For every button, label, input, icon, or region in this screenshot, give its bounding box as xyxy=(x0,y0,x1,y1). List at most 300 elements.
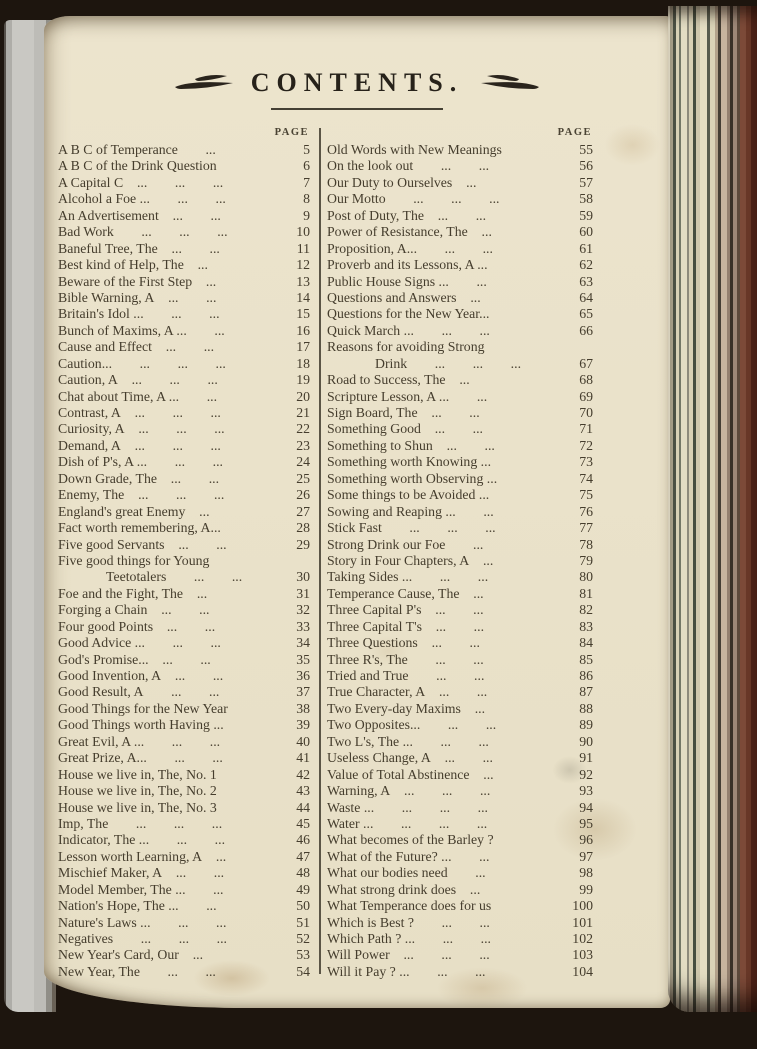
toc-entry-title: Imp, The ... ... ... xyxy=(58,815,223,831)
toc-entry xyxy=(327,520,593,536)
toc-entry xyxy=(58,882,310,898)
toc-entry xyxy=(58,224,310,240)
toc-entry-title: New Year, The ... ... xyxy=(58,963,216,979)
toc-entry-title: Which is Best ? ... ... xyxy=(327,914,490,930)
toc-entry-page-number: 25 xyxy=(296,470,310,486)
toc-entry xyxy=(58,569,310,585)
toc-entry-title: Alcohol a Foe ... ... ... xyxy=(58,191,226,207)
toc-entry xyxy=(327,191,593,207)
toc-entry-title: House we live in, The, No. 2 xyxy=(58,783,217,799)
toc-entry-page-number: 22 xyxy=(296,421,310,437)
toc-entry xyxy=(327,487,593,503)
toc-entry-page-number: 100 xyxy=(572,898,593,914)
page-column-label-right: PAGE xyxy=(557,127,592,138)
toc-entry xyxy=(58,471,310,487)
toc-entry-page-number: 39 xyxy=(296,717,310,733)
toc-entry xyxy=(58,865,310,881)
toc-entry xyxy=(327,175,593,191)
toc-entry xyxy=(327,865,593,881)
toc-entry xyxy=(58,274,310,290)
toc-entry-title: Three Capital P's ... ... xyxy=(327,602,484,618)
toc-entry-page-number: 82 xyxy=(579,602,593,618)
toc-entry xyxy=(327,619,593,635)
toc-entry xyxy=(327,438,593,454)
toc-entry-page-number: 14 xyxy=(296,289,310,305)
toc-entry xyxy=(327,800,593,816)
toc-entry-page-number: 90 xyxy=(579,733,593,749)
toc-entry-page-number: 8 xyxy=(303,191,310,207)
toc-rows-left xyxy=(58,142,310,980)
toc-entry-title: Down Grade, The ... ... xyxy=(58,470,220,486)
toc-entry xyxy=(327,635,593,651)
toc-entry xyxy=(58,619,310,635)
toc-entry xyxy=(58,142,310,158)
toc-entry xyxy=(58,537,310,553)
toc-entry xyxy=(58,849,310,865)
toc-entry-title: Questions and Answers ... xyxy=(327,289,481,305)
toc-rows-right xyxy=(327,142,593,980)
toc-entry xyxy=(58,339,310,355)
toc-entry-page-number: 84 xyxy=(579,635,593,651)
toc-entry-title: Three Capital T's ... ... xyxy=(327,618,485,634)
toc-entry-page-number: 37 xyxy=(296,684,310,700)
toc-entry xyxy=(327,405,593,421)
toc-entry-title: Bible Warning, A ... ... xyxy=(58,289,217,305)
toc-entry-title: Good Things worth Having ... xyxy=(58,717,224,733)
toc-entry-title: Caution... ... ... ... xyxy=(58,355,226,371)
toc-entry xyxy=(327,537,593,553)
toc-entry-title: Forging a Chain ... ... xyxy=(58,602,210,618)
toc-entry-page-number: 21 xyxy=(296,405,310,420)
toc-entry xyxy=(58,734,310,750)
toc-entry-title: Good Result, A ... ... xyxy=(58,684,220,700)
toc-entry xyxy=(58,767,310,783)
toc-entry-title: Proposition, A... ... ... xyxy=(327,240,493,256)
toc-entry xyxy=(327,339,593,355)
toc-entry-title: Model Member, The ... ... xyxy=(58,881,224,897)
toc-entry-title: Taking Sides ... ... ... xyxy=(327,569,489,585)
toc-entry-page-number: 15 xyxy=(296,306,310,322)
toc-entry xyxy=(58,602,310,618)
toc-entry xyxy=(58,175,310,191)
toc-entry-title: Good Advice ... ... ... xyxy=(58,635,221,651)
toc-entry xyxy=(58,241,310,257)
toc-entry-page-number: 71 xyxy=(579,421,593,437)
toc-entry-page-number: 33 xyxy=(296,618,310,634)
toc-entry-title: Reasons for avoiding Strong xyxy=(327,339,485,355)
toc-entry xyxy=(58,323,310,339)
toc-entry xyxy=(327,898,593,914)
toc-entry-title: Power of Resistance, The ... xyxy=(327,224,492,240)
toc-entry-title: Something to Shun ... ... xyxy=(327,437,495,453)
right-flourish-icon xyxy=(479,71,541,95)
toc-entry-title: Something worth Knowing ... xyxy=(327,454,492,470)
toc-entry xyxy=(327,504,593,520)
toc-entry-page-number: 47 xyxy=(296,848,310,864)
toc-entry-title: A B C of Temperance ... xyxy=(58,142,216,157)
toc-entry-page-number: 79 xyxy=(579,552,593,568)
page-column-label-left: PAGE xyxy=(274,127,309,138)
toc-entry-title: A Capital C ... ... ... xyxy=(58,174,224,190)
toc-entry xyxy=(58,701,310,717)
toc-entry xyxy=(327,701,593,717)
toc-entry-title: Useless Change, A ... ... xyxy=(327,750,493,766)
toc-entry-title: Stick Fast ... ... ... xyxy=(327,520,496,536)
toc-entry xyxy=(327,372,593,388)
page-title: CONTENTS. xyxy=(250,68,464,97)
toc-entry xyxy=(58,487,310,503)
toc-entry-page-number: 56 xyxy=(579,158,593,174)
toc-entry xyxy=(58,520,310,536)
toc-entry xyxy=(58,586,310,602)
toc-entry-page-number: 80 xyxy=(579,569,593,585)
toc-entry xyxy=(58,553,310,569)
toc-entry-title: Public House Signs ... ... xyxy=(327,273,487,289)
toc-entry-page-number: 60 xyxy=(579,224,593,240)
toc-entry xyxy=(58,668,310,684)
toc-entry-title: Some things to be Avoided ... xyxy=(327,487,490,503)
toc-entry xyxy=(58,257,310,273)
toc-entry xyxy=(327,717,593,733)
toc-entry-page-number: 69 xyxy=(579,388,593,404)
toc-entry-title: Bunch of Maxims, A ... ... xyxy=(58,322,225,338)
toc-entry xyxy=(327,389,593,405)
toc-entry-title: Sign Board, The ... ... xyxy=(327,405,480,420)
toc-entry-title: What of the Future? ... ... xyxy=(327,848,490,864)
toc-entry xyxy=(327,668,593,684)
toc-entry xyxy=(327,947,593,963)
toc-entry-page-number: 7 xyxy=(303,174,310,190)
toc-entry-page-number: 57 xyxy=(579,174,593,190)
book-fore-edge-icon xyxy=(668,6,757,1012)
toc-entry-page-number: 38 xyxy=(296,700,310,716)
toc-entry-title: Bad Work ... ... ... xyxy=(58,224,228,240)
toc-entry-page-number: 26 xyxy=(296,487,310,503)
toc-entry-page-number: 83 xyxy=(579,618,593,634)
toc-entry xyxy=(327,356,593,372)
toc-entry xyxy=(327,421,593,437)
toc-entry-page-number: 98 xyxy=(579,865,593,881)
toc-entry-title: Drink ... ... ... xyxy=(375,355,522,371)
toc-entry-title: Lesson worth Learning, A ... xyxy=(58,848,227,864)
toc-entry xyxy=(327,783,593,799)
toc-entry-title: Will it Pay ? ... ... ... xyxy=(327,963,486,979)
toc-entry-title: Two Opposites... ... ... xyxy=(327,717,497,733)
toc-entry-title: Good Invention, A ... ... xyxy=(58,668,224,683)
toc-entry-page-number: 44 xyxy=(296,799,310,815)
toc-entry-page-number: 61 xyxy=(579,240,593,256)
toc-entry-title: Great Evil, A ... ... ... xyxy=(58,733,221,749)
toc-entry-page-number: 88 xyxy=(579,700,593,716)
toc-entry-page-number: 76 xyxy=(579,503,593,519)
toc-entry-page-number: 91 xyxy=(579,750,593,766)
toc-entry xyxy=(327,915,593,931)
toc-entry xyxy=(58,947,310,963)
toc-entry-title: Waste ... ... ... ... xyxy=(327,799,488,815)
toc-entry-title: Foe and the Fight, The ... xyxy=(58,585,208,601)
toc-entry xyxy=(327,767,593,783)
toc-entry-page-number: 13 xyxy=(296,273,310,289)
toc-entry-page-number: 41 xyxy=(296,750,310,766)
toc-entry-page-number: 78 xyxy=(579,536,593,552)
toc-entry xyxy=(58,717,310,733)
toc-entry-page-number: 99 xyxy=(579,881,593,897)
toc-column-right xyxy=(327,126,593,980)
toc-entry-title: Something worth Observing ... xyxy=(327,470,498,486)
toc-entry-title: An Advertisement ... ... xyxy=(58,207,221,223)
toc-entry-title: Curiosity, A ... ... ... xyxy=(58,421,225,437)
toc-entry xyxy=(58,931,310,947)
toc-entry xyxy=(58,652,310,668)
toc-entry-page-number: 32 xyxy=(296,602,310,618)
toc-entry-page-number: 65 xyxy=(579,306,593,322)
toc-entry-page-number: 46 xyxy=(296,832,310,848)
toc-entry-title: On the look out ... ... xyxy=(327,158,490,174)
toc-entry xyxy=(58,372,310,388)
toc-entry-title: Sowing and Reaping ... ... xyxy=(327,503,494,519)
toc-entry-title: Baneful Tree, The ... ... xyxy=(58,240,220,256)
toc-entry xyxy=(58,635,310,651)
toc-entry-page-number: 19 xyxy=(296,372,310,388)
toc-entry xyxy=(58,208,310,224)
toc-entry xyxy=(58,356,310,372)
toc-entry-title: What strong drink does ... xyxy=(327,881,481,897)
toc-entry-title: Two L's, The ... ... ... xyxy=(327,733,489,749)
toc-entry-title: Temperance Cause, The ... xyxy=(327,585,484,601)
toc-entry-title: Three R's, The ... ... xyxy=(327,651,484,667)
toc-entry-page-number: 42 xyxy=(296,766,310,782)
toc-entry xyxy=(327,290,593,306)
toc-entry-page-number: 96 xyxy=(579,832,593,848)
toc-entry-title: Great Prize, A... ... ... xyxy=(58,750,223,766)
toc-entry-page-number: 18 xyxy=(296,355,310,371)
toc-entry-page-number: 64 xyxy=(579,289,593,305)
toc-entry xyxy=(327,241,593,257)
toc-entry-title: Something Good ... ... xyxy=(327,421,483,437)
toc-entry-page-number: 55 xyxy=(579,142,593,157)
toc-entry-title: What becomes of the Barley ? xyxy=(327,832,494,848)
toc-entry-title: Cause and Effect ... ... xyxy=(58,339,215,355)
toc-entry xyxy=(327,454,593,470)
toc-entry-title: Old Words with New Meanings xyxy=(327,142,502,157)
toc-entry-title: Five good Servants ... ... xyxy=(58,536,227,552)
toc-entry-title: Five good things for Young xyxy=(58,552,210,568)
toc-entry-page-number: 77 xyxy=(579,520,593,536)
toc-entry-title: House we live in, The, No. 1 xyxy=(58,766,217,782)
toc-entry-title: Good Things for the New Year xyxy=(58,700,228,716)
toc-entry-title: Our Motto ... ... ... xyxy=(327,191,500,207)
toc-entry-page-number: 89 xyxy=(579,717,593,733)
toc-entry-page-number: 12 xyxy=(296,257,310,273)
toc-entry-page-number: 67 xyxy=(579,355,593,371)
toc-entry-page-number: 87 xyxy=(579,684,593,700)
toc-entry-page-number: 102 xyxy=(572,931,593,946)
toc-entry xyxy=(327,750,593,766)
toc-entry xyxy=(327,734,593,750)
toc-entry-title: Quick March ... ... ... xyxy=(327,322,490,338)
toc-entry xyxy=(58,964,310,980)
toc-entry-page-number: 75 xyxy=(579,487,593,503)
toc-entry-title: Mischief Maker, A ... ... xyxy=(58,865,225,881)
toc-entry-page-number: 30 xyxy=(296,569,310,585)
toc-entry-title: What our bodies need ... xyxy=(327,865,486,881)
toc-entry-page-number: 45 xyxy=(296,815,310,831)
toc-entry xyxy=(58,306,310,322)
toc-entry-title: Story in Four Chapters, A ... xyxy=(327,552,494,568)
toc-entry xyxy=(58,783,310,799)
toc-entry xyxy=(58,405,310,421)
toc-entry xyxy=(327,849,593,865)
toc-entry-title: God's Promise... ... ... xyxy=(58,651,211,667)
toc-entry-page-number: 103 xyxy=(572,947,593,963)
contents-page xyxy=(44,16,670,1008)
toc-entry-page-number: 72 xyxy=(579,437,593,453)
toc-entry-page-number: 63 xyxy=(579,273,593,289)
toc-entry-title: Teetotalers ... ... xyxy=(106,569,243,585)
toc-entry-title: Strong Drink our Foe ... xyxy=(327,536,484,552)
toc-entry-page-number: 27 xyxy=(296,503,310,519)
toc-entry-page-number: 62 xyxy=(579,257,593,273)
toc-entry-page-number: 85 xyxy=(579,651,593,667)
toc-entry xyxy=(327,602,593,618)
toc-entry xyxy=(327,586,593,602)
toc-entry xyxy=(58,504,310,520)
toc-entry-title: Value of Total Abstinence ... xyxy=(327,766,494,782)
toc-entry-title: Warning, A ... ... ... xyxy=(327,783,491,799)
toc-entry-title: A B C of the Drink Question xyxy=(58,158,217,174)
toc-column-left xyxy=(58,126,310,980)
toc-entry-title: Will Power ... ... ... xyxy=(327,947,490,963)
toc-entry-title: Post of Duty, The ... ... xyxy=(327,207,487,223)
column-divider xyxy=(319,128,321,974)
left-flourish-icon xyxy=(173,71,235,95)
toc-entry xyxy=(58,290,310,306)
toc-entry-title: True Character, A ... ... xyxy=(327,684,488,700)
toc-entry-page-number: 17 xyxy=(296,339,310,355)
toc-entry-page-number: 95 xyxy=(579,815,593,831)
toc-entry-page-number: 11 xyxy=(296,240,310,256)
toc-entry-title: Proverb and its Lessons, A ... xyxy=(327,257,488,273)
toc-entry-page-number: 54 xyxy=(296,963,310,979)
toc-entry-page-number: 35 xyxy=(296,651,310,667)
toc-entry-page-number: 74 xyxy=(579,470,593,486)
toc-entry-page-number: 66 xyxy=(579,322,593,338)
toc-entry-page-number: 10 xyxy=(296,224,310,240)
toc-entry-page-number: 16 xyxy=(296,322,310,338)
toc-entry xyxy=(327,142,593,158)
toc-entry xyxy=(58,800,310,816)
toc-entry-title: Two Every-day Maxims ... xyxy=(327,700,486,716)
toc-entry-page-number: 93 xyxy=(579,783,593,799)
toc-entry-page-number: 28 xyxy=(296,520,310,536)
toc-entry xyxy=(327,832,593,848)
toc-entry-page-number: 23 xyxy=(296,437,310,453)
toc-entry-page-number: 101 xyxy=(572,914,593,930)
toc-entry-title: England's great Enemy ... xyxy=(58,503,210,519)
toc-entry-title: Enemy, The ... ... ... xyxy=(58,487,225,503)
toc-entry-title: Three Questions ... ... xyxy=(327,635,480,651)
toc-entry-page-number: 9 xyxy=(303,207,310,223)
toc-entry-page-number: 58 xyxy=(579,191,593,207)
toc-entry xyxy=(58,191,310,207)
toc-entry-title: Water ... ... ... ... xyxy=(327,815,488,831)
toc-entry-title: Contrast, A ... ... ... xyxy=(58,405,221,420)
toc-entry xyxy=(327,684,593,700)
toc-entry xyxy=(327,964,593,980)
toc-entry-page-number: 92 xyxy=(579,766,593,782)
toc-entry-title: Chat about Time, A ... ... xyxy=(58,388,218,404)
toc-entry xyxy=(327,274,593,290)
toc-entry-title: Britain's Idol ... ... ... xyxy=(58,306,220,322)
toc-entry-page-number: 86 xyxy=(579,668,593,683)
toc-entry-title: Four good Points ... ... xyxy=(58,618,216,634)
toc-entry-page-number: 24 xyxy=(296,454,310,470)
page-header xyxy=(44,16,670,98)
toc-entry-page-number: 40 xyxy=(296,733,310,749)
toc-entry-page-number: 50 xyxy=(296,898,310,914)
toc-entry-page-number: 53 xyxy=(296,947,310,963)
toc-entry xyxy=(58,832,310,848)
toc-entry xyxy=(327,553,593,569)
toc-entry xyxy=(327,208,593,224)
toc-entry xyxy=(327,323,593,339)
toc-entry xyxy=(327,652,593,668)
toc-entry-page-number: 59 xyxy=(579,207,593,223)
toc-entry xyxy=(58,389,310,405)
toc-entry xyxy=(327,816,593,832)
toc-entry xyxy=(327,471,593,487)
toc-entry-page-number: 68 xyxy=(579,372,593,388)
toc-entry-title: Nature's Laws ... ... ... xyxy=(58,914,227,930)
toc-entry-page-number: 52 xyxy=(296,931,310,946)
toc-entry-page-number: 31 xyxy=(296,585,310,601)
toc-entry-page-number: 29 xyxy=(296,536,310,552)
toc-entry-page-number: 34 xyxy=(296,635,310,651)
toc-entry xyxy=(58,816,310,832)
toc-entry xyxy=(58,454,310,470)
toc-entry-title: Caution, A ... ... ... xyxy=(58,372,218,388)
toc-entry xyxy=(58,421,310,437)
toc-entry-title: Scripture Lesson, A ... ... xyxy=(327,388,488,404)
toc-entry-title: Indicator, The ... ... ... xyxy=(58,832,226,848)
toc-entry xyxy=(327,882,593,898)
toc-entry xyxy=(58,438,310,454)
toc-entry-page-number: 5 xyxy=(303,142,310,157)
toc-entry xyxy=(327,224,593,240)
toc-entry-title: What Temperance does for us xyxy=(327,898,492,914)
toc-entry xyxy=(58,898,310,914)
toc-entry-page-number: 81 xyxy=(579,585,593,601)
toc-entry-title: Road to Success, The ... xyxy=(327,372,470,388)
toc-entry xyxy=(327,306,593,322)
toc-entry-page-number: 43 xyxy=(296,783,310,799)
toc-entry-page-number: 6 xyxy=(303,158,310,174)
toc-entry xyxy=(327,569,593,585)
toc-entry xyxy=(327,931,593,947)
toc-entry-page-number: 49 xyxy=(296,881,310,897)
toc-entry xyxy=(58,750,310,766)
toc-entry-title: Which Path ? ... ... ... xyxy=(327,931,492,946)
toc-entry-title: Beware of the First Step ... xyxy=(58,273,217,289)
toc-entry-page-number: 20 xyxy=(296,388,310,404)
toc-entry-page-number: 97 xyxy=(579,848,593,864)
toc-entry-title: Tried and True ... ... xyxy=(327,668,485,683)
toc-entry-page-number: 104 xyxy=(572,963,593,979)
toc-entry-page-number: 51 xyxy=(296,914,310,930)
toc-entry-title: Questions for the New Year... xyxy=(327,306,490,322)
toc-entry xyxy=(58,684,310,700)
toc-entry xyxy=(58,915,310,931)
